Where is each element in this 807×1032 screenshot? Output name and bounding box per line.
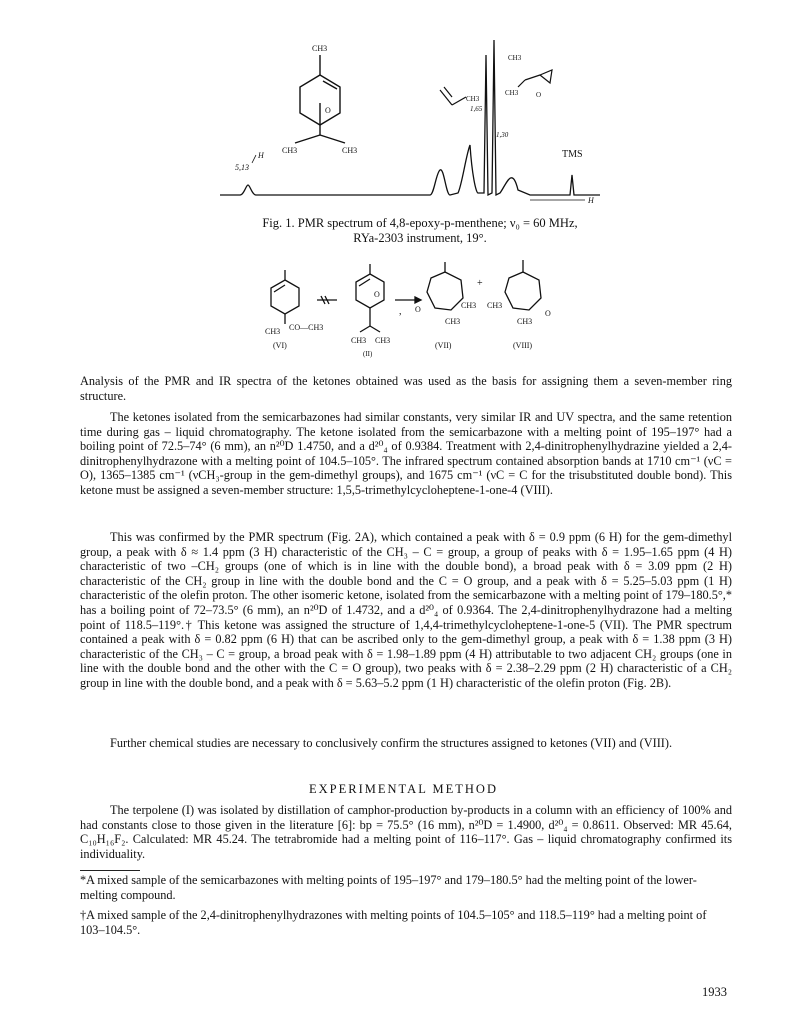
comma: , (399, 306, 402, 317)
pmr-spectrum-figure (200, 35, 620, 215)
spectrum-trace (220, 40, 600, 195)
page-number: 1933 (702, 985, 727, 999)
ch3-vii-a: CH3 (461, 301, 477, 310)
peak-5-13-label: 5,13 (235, 163, 249, 172)
ch3-ii-b: CH3 (375, 336, 391, 345)
paragraph-pmr-confirmation: This was confirmed by the PMR spectrum (Fig. 2A), which contained a peak with δ = 0.9 ppm (6 H) for the gem-dimethyl group, a peak with δ ≈ 1.4 ppm (3 H) characteristic of the CH₃ – C = group, a group of peaks with δ = 1.95–1.65 ppm (4 H) characteristic of two –CH₂ groups (one of which is in line with the double bond), a broad peak with δ = 3.09 ppm (2 H) characteristic of the CH₂ group in line with the double bond and the C = O group, and a peak with δ = 5.25–5.03 ppm (1 H) characteristic of the olefin proton. The other isomeric ketone, isolated from the semicarbazone with a melting point of 179–180.5°,* has a boiling point of 72–73.5° (6 mm), an n²⁰D of 1.4732, and a d²⁰₄ of 0.9364. The 2,4-dinitrophenylhydrazone had a melting point of 118.5–119°.† This ketone was assigned the structure of 1,4,4-trimethylcycloheptene-1-one-5 (VII). The PMR spectrum contained a peak with δ = 0.82 ppm (6 H) that can be ascribed only to the gem-dimethyl group, a peak with δ = 1.38 ppm (3 H) characteristic of the CH₃ – C = group, a broad peak with δ = 1.98–1.89 ppm (4 H) attributable to two adjacent CH₂ groups (one in line with the double bond and the other with the C = O group), two peaks with δ = 2.38–2.29 ppm (2 H) characteristic of a CH₂ group in line with the double bond, and a peak with δ = 5.63–5.2 ppm (1 H) characteristic of the olefin proton (Fig. 2B). (80, 530, 732, 690)
isopropenyl-fragment (440, 87, 466, 105)
footnote-rule (80, 870, 140, 871)
label-vi: (VI) (273, 341, 287, 350)
paragraph-ketone-viii: The ketones isolated from the semicarbazones had similar constants, very similar IR and UV spectra, and the same retention time during gas – liquid chromatography. The ketone isolated from the semicarbazone with a melting point of 195–197° had a boiling point of 72.5–74° (6 mm), an n²⁰D 1.4750, and a d²⁰₄ of 0.9384. Treatment with 2,4-dinitrophenylhydrazine yielded a 2,4-dinitrophenylhydrazone with a melting point of 104.5–105°. The infrared spectrum contained absorption bands at 1710 cm⁻¹ (νC = O), 1365–1385 cm⁻¹ (νCH₃-group in the gem-dimethyl groups), and 1675 cm⁻¹ (νC = C for the trisubstituted double bond). This ketone must be assigned a seven-member structure: 1,5,5-trimethylcycloheptene-1-one-4 (VIII). (80, 410, 732, 497)
label-vii: (VII) (435, 341, 452, 350)
molecule-vii (427, 262, 463, 310)
caption-line-1: Fig. 1. PMR spectrum of 4,8-epoxy-p-menthene; ν₀ = 60 MHz, (262, 216, 578, 230)
ch3-right-label: CH3 (342, 146, 358, 155)
figure-1-caption (140, 216, 700, 246)
caption-line-2: RYa-2303 instrument, 19°. (353, 231, 487, 245)
molecule-vi (271, 270, 299, 324)
peak-1-30-label: 1,30 (496, 131, 509, 139)
section-heading: EXPERIMENTAL METHOD (309, 782, 498, 796)
ch3-right-struct-left: CH3 (505, 89, 519, 97)
peak-1-65-label: 1,65 (470, 105, 483, 113)
ch3-viii-b: CH3 (517, 317, 533, 326)
ch3-ii-a: CH3 (351, 336, 367, 345)
paragraph-further-studies: Further chemical studies are necessary to conclusively confirm the structures assigned to ketones (VII) and (VIII). (110, 736, 673, 750)
co-ch3-vi: CO—CH3 (289, 323, 324, 332)
molecule-viii (505, 260, 541, 310)
ch3-vii-b: CH3 (445, 317, 461, 326)
o-viii: O (545, 309, 551, 318)
right-fragment (518, 70, 552, 87)
ch3-left-label: CH3 (282, 146, 298, 155)
ch3-right-struct-top: CH3 (508, 54, 522, 62)
ch3-top-label: CH3 (312, 44, 328, 53)
left-molecule (295, 55, 345, 143)
o-right-label: O (536, 91, 542, 99)
h-right-label: H (588, 196, 594, 205)
paragraph-terpolene: The terpolene (I) was isolated by distillation of camphor-production by-products in a column with an efficiency of 100% and had constants close to those given in the literature [6]: bp = 75.5° (16 mm), n²⁰D = 1.4900, d²⁰₄ = 0.8611. Observed: MR 45.64, C₁₀H₁₆F₂. Calculated: MR 45.24. The tetrabromide had a melting point of 116–117°. Gas – liquid chromatography confirmed its individuality. (80, 803, 732, 861)
reaction-scheme (255, 252, 565, 364)
o-label: O (325, 106, 331, 115)
ch3-viii-a: CH3 (487, 301, 503, 310)
tms-label: TMS (562, 149, 583, 160)
label-ii: (II) (363, 350, 373, 358)
h-left-label: H (258, 151, 264, 160)
ch3-vi: CH3 (265, 327, 281, 336)
footnote-dinitrophenylhydrazones: †A mixed sample of the 2,4-dinitrophenylhydrazones with melting points of 104.5–105° and 118.5–119° had a melting point of 103–104.5°. (80, 908, 707, 937)
footnote-semicarbazones: *A mixed sample of the semicarbazones with melting points of 195–197° and 179–180.5° had the melting point of the lower-melting compound. (80, 873, 697, 902)
label-viii: (VIII) (513, 341, 533, 350)
molecule-ii (356, 264, 384, 332)
paragraph-intro: Analysis of the PMR and IR spectra of the ketones obtained was used as the basis for assigning them a seven-member ring structure. (80, 374, 732, 403)
o-vii: O (415, 305, 421, 314)
o-ii: O (374, 290, 380, 299)
plus: + (477, 278, 483, 289)
ch3-peak-label: CH3 (466, 95, 480, 103)
